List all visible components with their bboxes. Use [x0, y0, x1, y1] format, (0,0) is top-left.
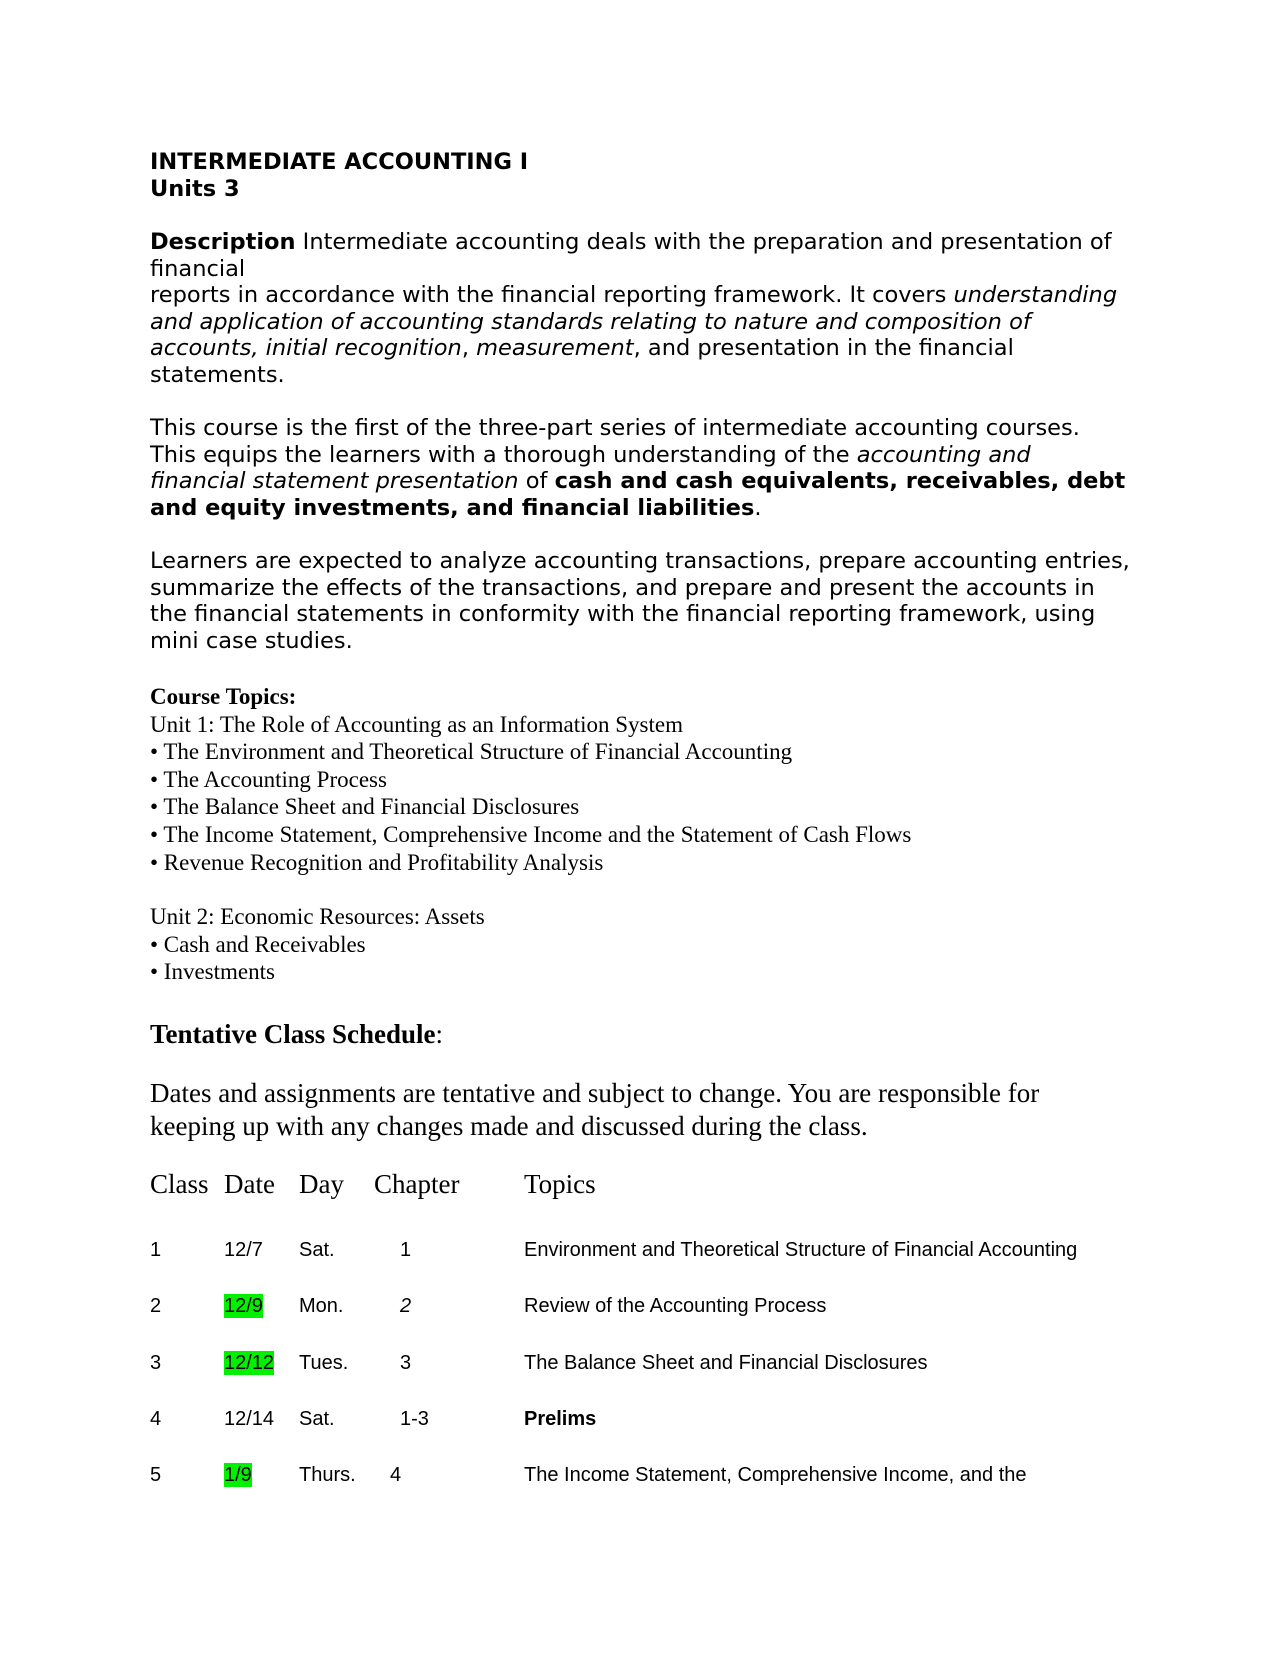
row-topic: The Balance Sheet and Financial Disclosures [524, 1352, 928, 1374]
course-topics [150, 683, 1130, 876]
unit2-item: • Investments [150, 959, 275, 985]
row-day: Tues. [299, 1352, 349, 1374]
unit2-item: • Cash and Receivables [150, 931, 366, 957]
unit1-item: • The Balance Sheet and Financial Disclosures [150, 794, 580, 820]
row-topic: Environment and Theoretical Structure of Financial Accounting [524, 1239, 1078, 1261]
schedule-note-text: Dates and assignments are tentative and subject to change. You are responsible for keeping up with any changes made and discussed during the class. [150, 1078, 1040, 1141]
unit1-item: • The Accounting Process [150, 766, 387, 792]
row-class: 5 [150, 1464, 162, 1486]
course-title: INTERMEDIATE ACCOUNTING I [150, 149, 529, 175]
row-day: Mon. [299, 1295, 344, 1317]
column-header-topics: Topics [524, 1169, 596, 1199]
row-date-highlighted: 1/9 [224, 1464, 252, 1486]
series-italic: accounting and financial statement presentation [150, 441, 1031, 495]
series-end: . [754, 494, 762, 521]
column-header-class: Class [150, 1169, 209, 1199]
topics-heading: Course Topics: [150, 684, 297, 709]
row-date: 12/7 [224, 1239, 263, 1261]
row-class: 1 [150, 1239, 162, 1261]
row-day: Sat. [299, 1239, 335, 1261]
row-chapter: 2 [400, 1295, 412, 1317]
row-class: 4 [150, 1408, 162, 1430]
description-paragraph [150, 229, 1130, 389]
row-date-highlighted: 12/12 [224, 1352, 275, 1374]
row-topic-prelims: Prelims [524, 1408, 597, 1430]
unit1-item: • The Environment and Theoretical Structure of Financial Accounting [150, 739, 793, 765]
course-header [150, 149, 1130, 202]
description-italic: understanding and application of accounting standards relating to nature and composition of accounts, initial recognition [150, 282, 1118, 362]
description-end: , and presentation in the financial statements. [150, 335, 1014, 388]
description-line1: Intermediate accounting deals with the preparation and presentation of financial [150, 229, 1112, 282]
row-topic: The Income Statement, Comprehensive Income, and the [524, 1464, 1027, 1486]
row-chapter: 1 [400, 1239, 412, 1261]
row-date: 12/14 [224, 1408, 275, 1430]
column-header-day: Day [299, 1169, 344, 1199]
series-bold: cash and cash equivalents, receivables, debt and equity investments, and financial liabilities [150, 468, 1126, 521]
row-day: Thurs. [299, 1464, 356, 1486]
description-comma: , [461, 335, 477, 362]
row-class: 2 [150, 1295, 162, 1317]
unit1-heading: Unit 1: The Role of Accounting as an Information System [150, 711, 683, 737]
schedule-title [150, 1018, 1130, 1050]
unit1-item: • Revenue Recognition and Profitability Analysis [150, 849, 604, 875]
row-chapter: 4 [390, 1464, 402, 1486]
unit1-item: • The Income Statement, Comprehensive Income and the Statement of Cash Flows [150, 821, 912, 847]
learners-text: Learners are expected to analyze accounting transactions, prepare accounting entries, summarize the effects of the transactions, and prepare and present the accounts in the financial statements in conformity with the financial reporting framework, using mini case studies. [150, 548, 1130, 654]
schedule-title-text: Tentative Class Schedule [150, 1019, 436, 1049]
row-chapter: 1-3 [400, 1408, 429, 1430]
row-day: Sat. [299, 1408, 335, 1430]
unit2-heading: Unit 2: Economic Resources: Assets [150, 904, 485, 929]
learners-paragraph [150, 548, 1130, 654]
course-units: Units 3 [150, 175, 240, 202]
row-topic: Review of the Accounting Process [524, 1295, 827, 1317]
schedule-title-colon: : [435, 1019, 444, 1049]
schedule-note [150, 1077, 1110, 1143]
column-header-chapter: Chapter [374, 1169, 460, 1199]
row-chapter: 3 [400, 1352, 412, 1374]
series-paragraph [150, 415, 1130, 521]
series-text-1: This course is the first of the three-part series of intermediate accounting courses. This equips the learners with a thorough understanding of the [150, 415, 1080, 468]
row-class: 3 [150, 1352, 162, 1374]
unit2-topics [150, 903, 1130, 986]
row-date-highlighted: 12/9 [224, 1295, 263, 1317]
column-header-date: Date [224, 1169, 275, 1199]
series-text-2: of [518, 468, 555, 495]
description-line2: reports in accordance with the financial reporting framework. It covers [150, 282, 954, 309]
description-label: Description [150, 229, 296, 255]
description-italic-measurement: measurement [476, 335, 634, 362]
